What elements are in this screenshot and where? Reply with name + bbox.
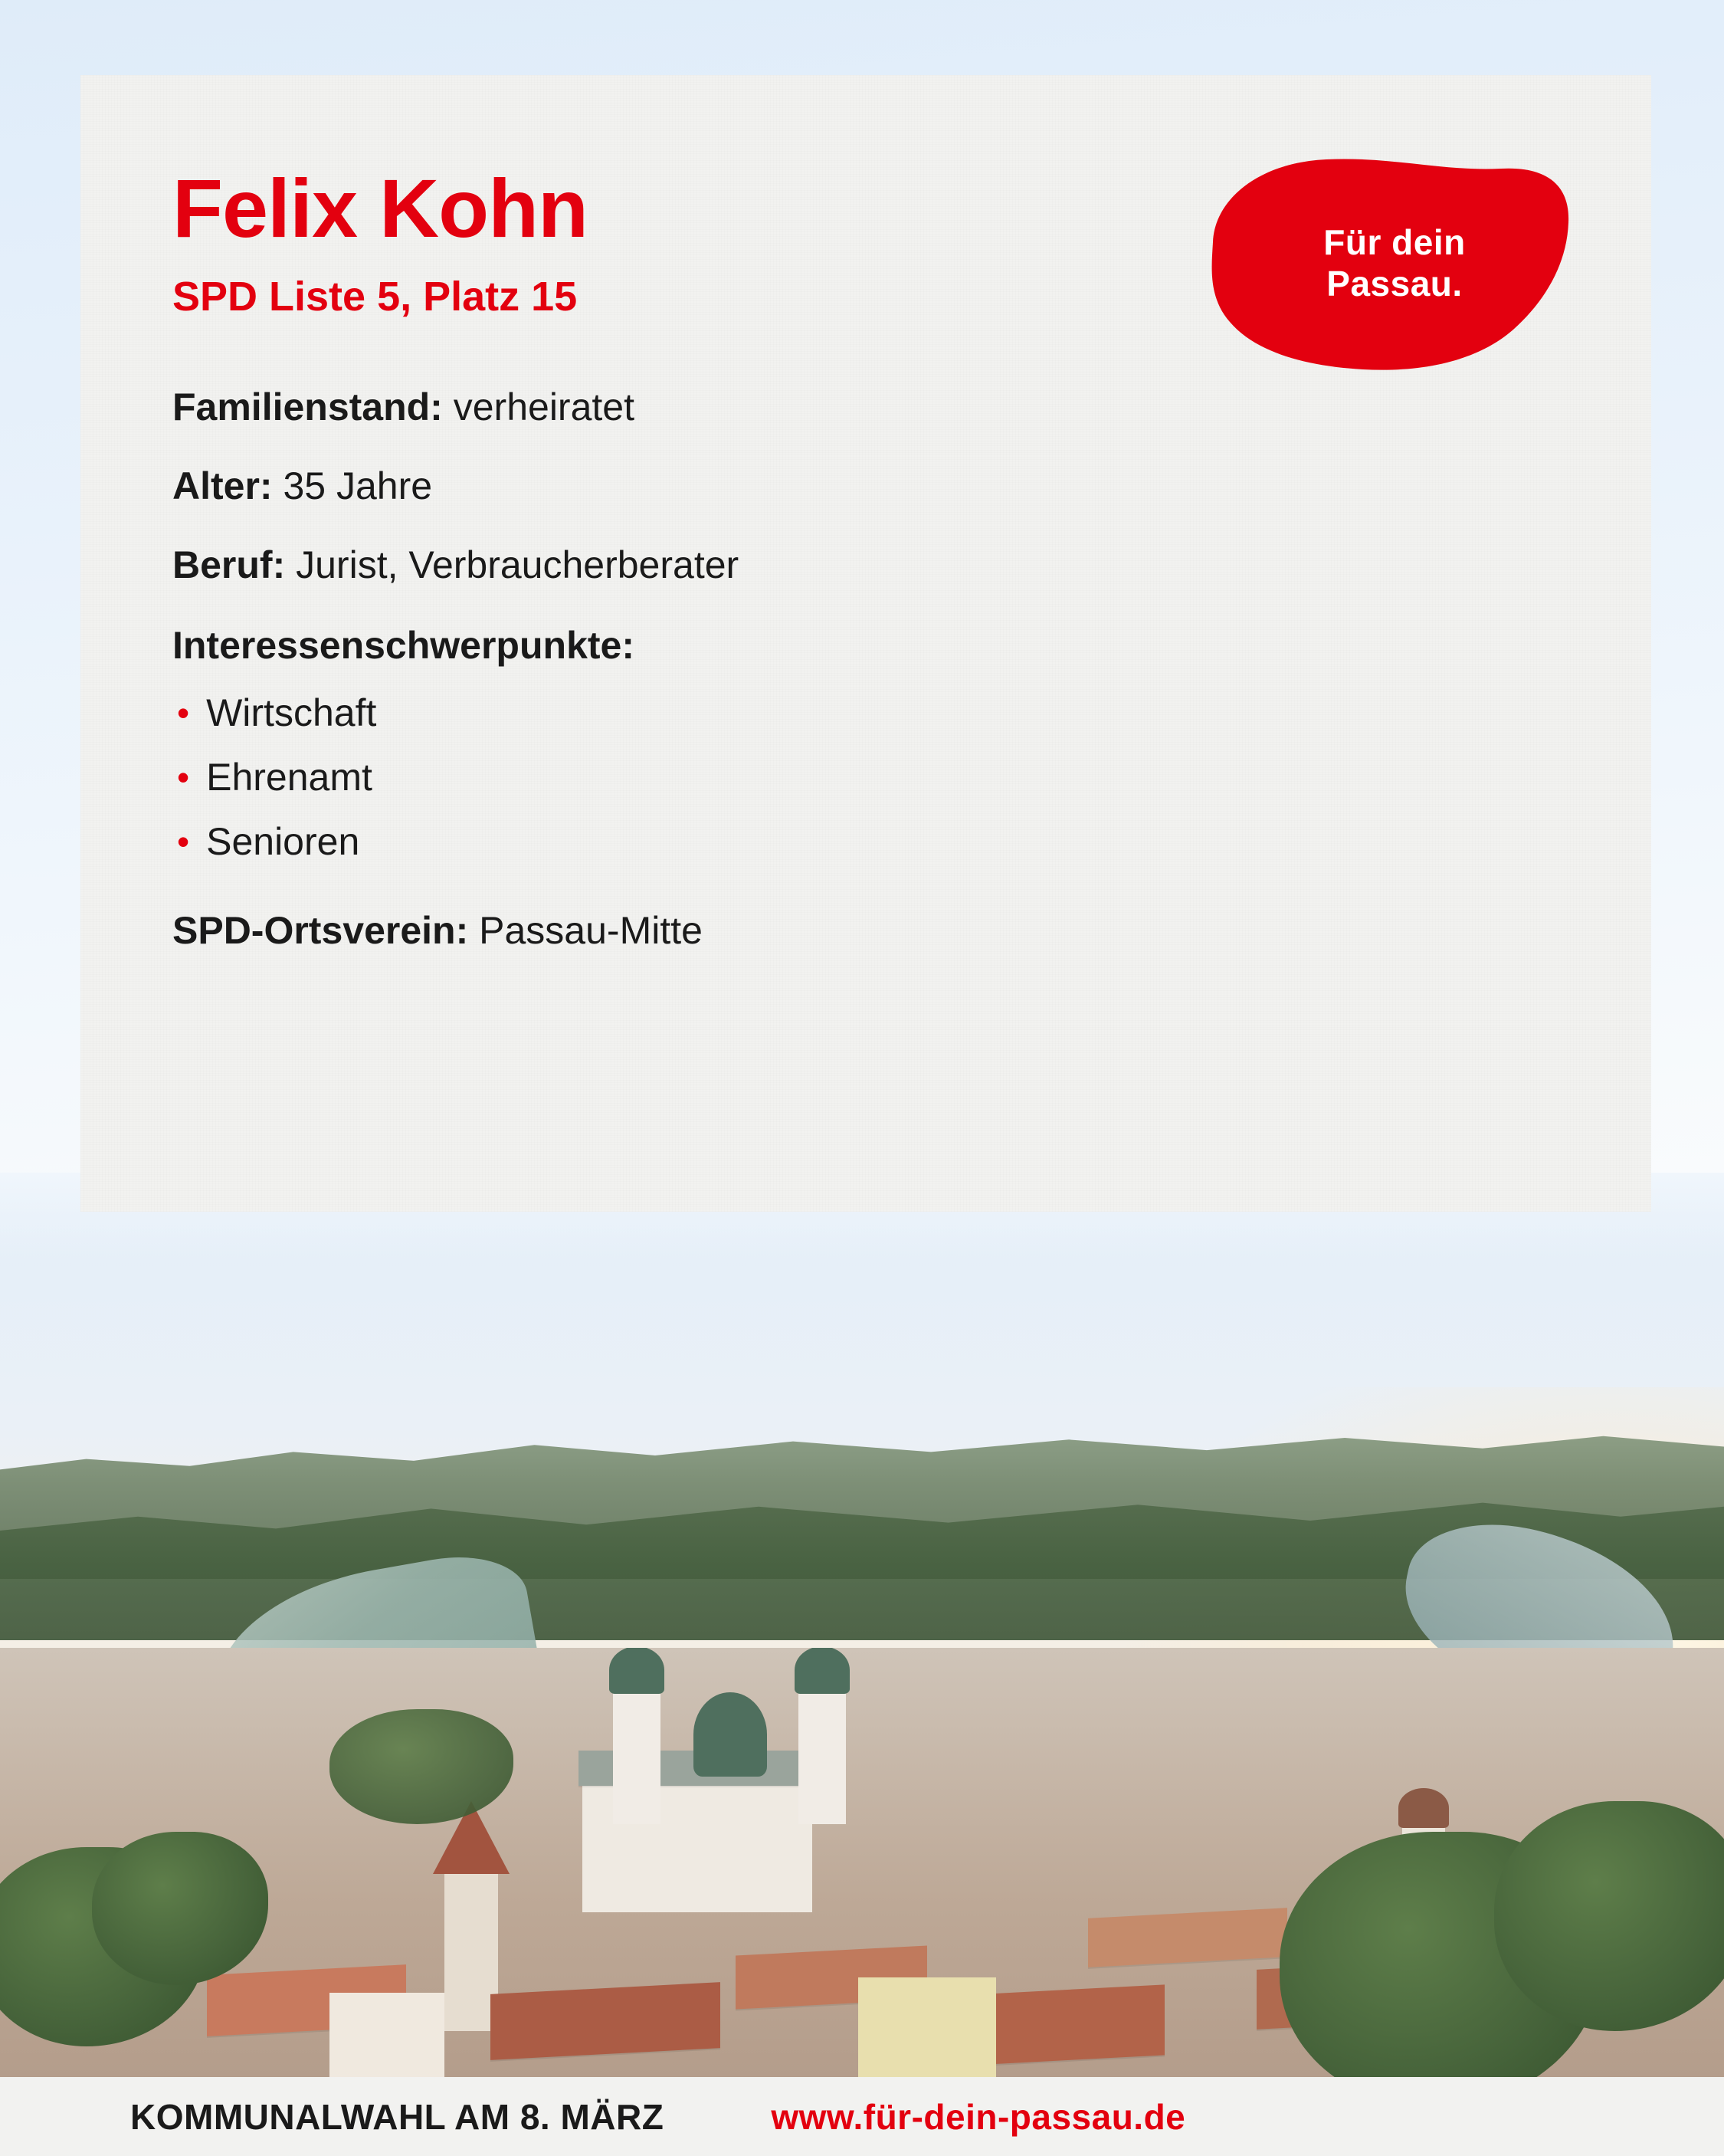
fact-ortsverein [172, 910, 1559, 952]
interest-label: Wirtschaft [206, 691, 377, 734]
cathedral-tower-left [613, 1679, 660, 1824]
interest-label: Ehrenamt [206, 756, 372, 799]
roof-block [1088, 1908, 1287, 1967]
bullet-icon: • [177, 822, 190, 861]
bullet-icon: • [177, 757, 190, 797]
election-date: KOMMUNALWAHL AM 8. MÄRZ [130, 2096, 664, 2137]
interest-item [172, 819, 1559, 864]
fact-label: Familienstand: [172, 386, 443, 428]
fact-label: Beruf: [172, 543, 286, 586]
candidate-info-card [80, 75, 1651, 1212]
rooftops [0, 1648, 1724, 2077]
fact-label: Alter: [172, 464, 273, 507]
fact-label: SPD-Ortsverein: [172, 909, 469, 952]
fact-alter [172, 465, 1559, 507]
logo-line-1: Für dein [1323, 222, 1466, 262]
passau-skyline-photo [0, 1173, 1724, 2077]
cathedral-main-dome [693, 1692, 767, 1777]
fact-value: 35 Jahre [283, 464, 433, 507]
fact-value: verheiratet [453, 386, 634, 428]
interest-label: Senioren [206, 820, 360, 863]
list-position: SPD Liste 5, Platz 15 [172, 274, 578, 320]
fact-beruf [172, 544, 1559, 586]
tree [329, 1709, 513, 1824]
cathedral-dome-left [609, 1648, 664, 1694]
website-link[interactable]: www.für-dein-passau.de [771, 2096, 1186, 2137]
fact-familienstand [172, 386, 1559, 428]
logo-line-2: Passau. [1326, 264, 1463, 304]
page-title: Felix Kohn [172, 162, 588, 254]
interest-item [172, 755, 1559, 799]
tree [92, 1832, 268, 1985]
interest-item [172, 691, 1559, 735]
cathedral-dome-right [795, 1648, 850, 1694]
bullet-icon: • [177, 693, 190, 733]
facts-list [172, 386, 1559, 952]
roof-block [490, 1982, 720, 2060]
east-church-dome [1398, 1788, 1449, 1828]
fact-value: Jurist, Verbraucherberater [296, 543, 739, 586]
cathedral-tower-right [798, 1679, 846, 1824]
building-wall [329, 1993, 444, 2077]
building-wall [858, 1977, 996, 2077]
footer-bar [0, 2077, 1724, 2156]
tree [1494, 1801, 1724, 2031]
interests-heading: Interessenschwerpunkte: [172, 624, 634, 667]
fact-value: Passau-Mitte [479, 909, 703, 952]
